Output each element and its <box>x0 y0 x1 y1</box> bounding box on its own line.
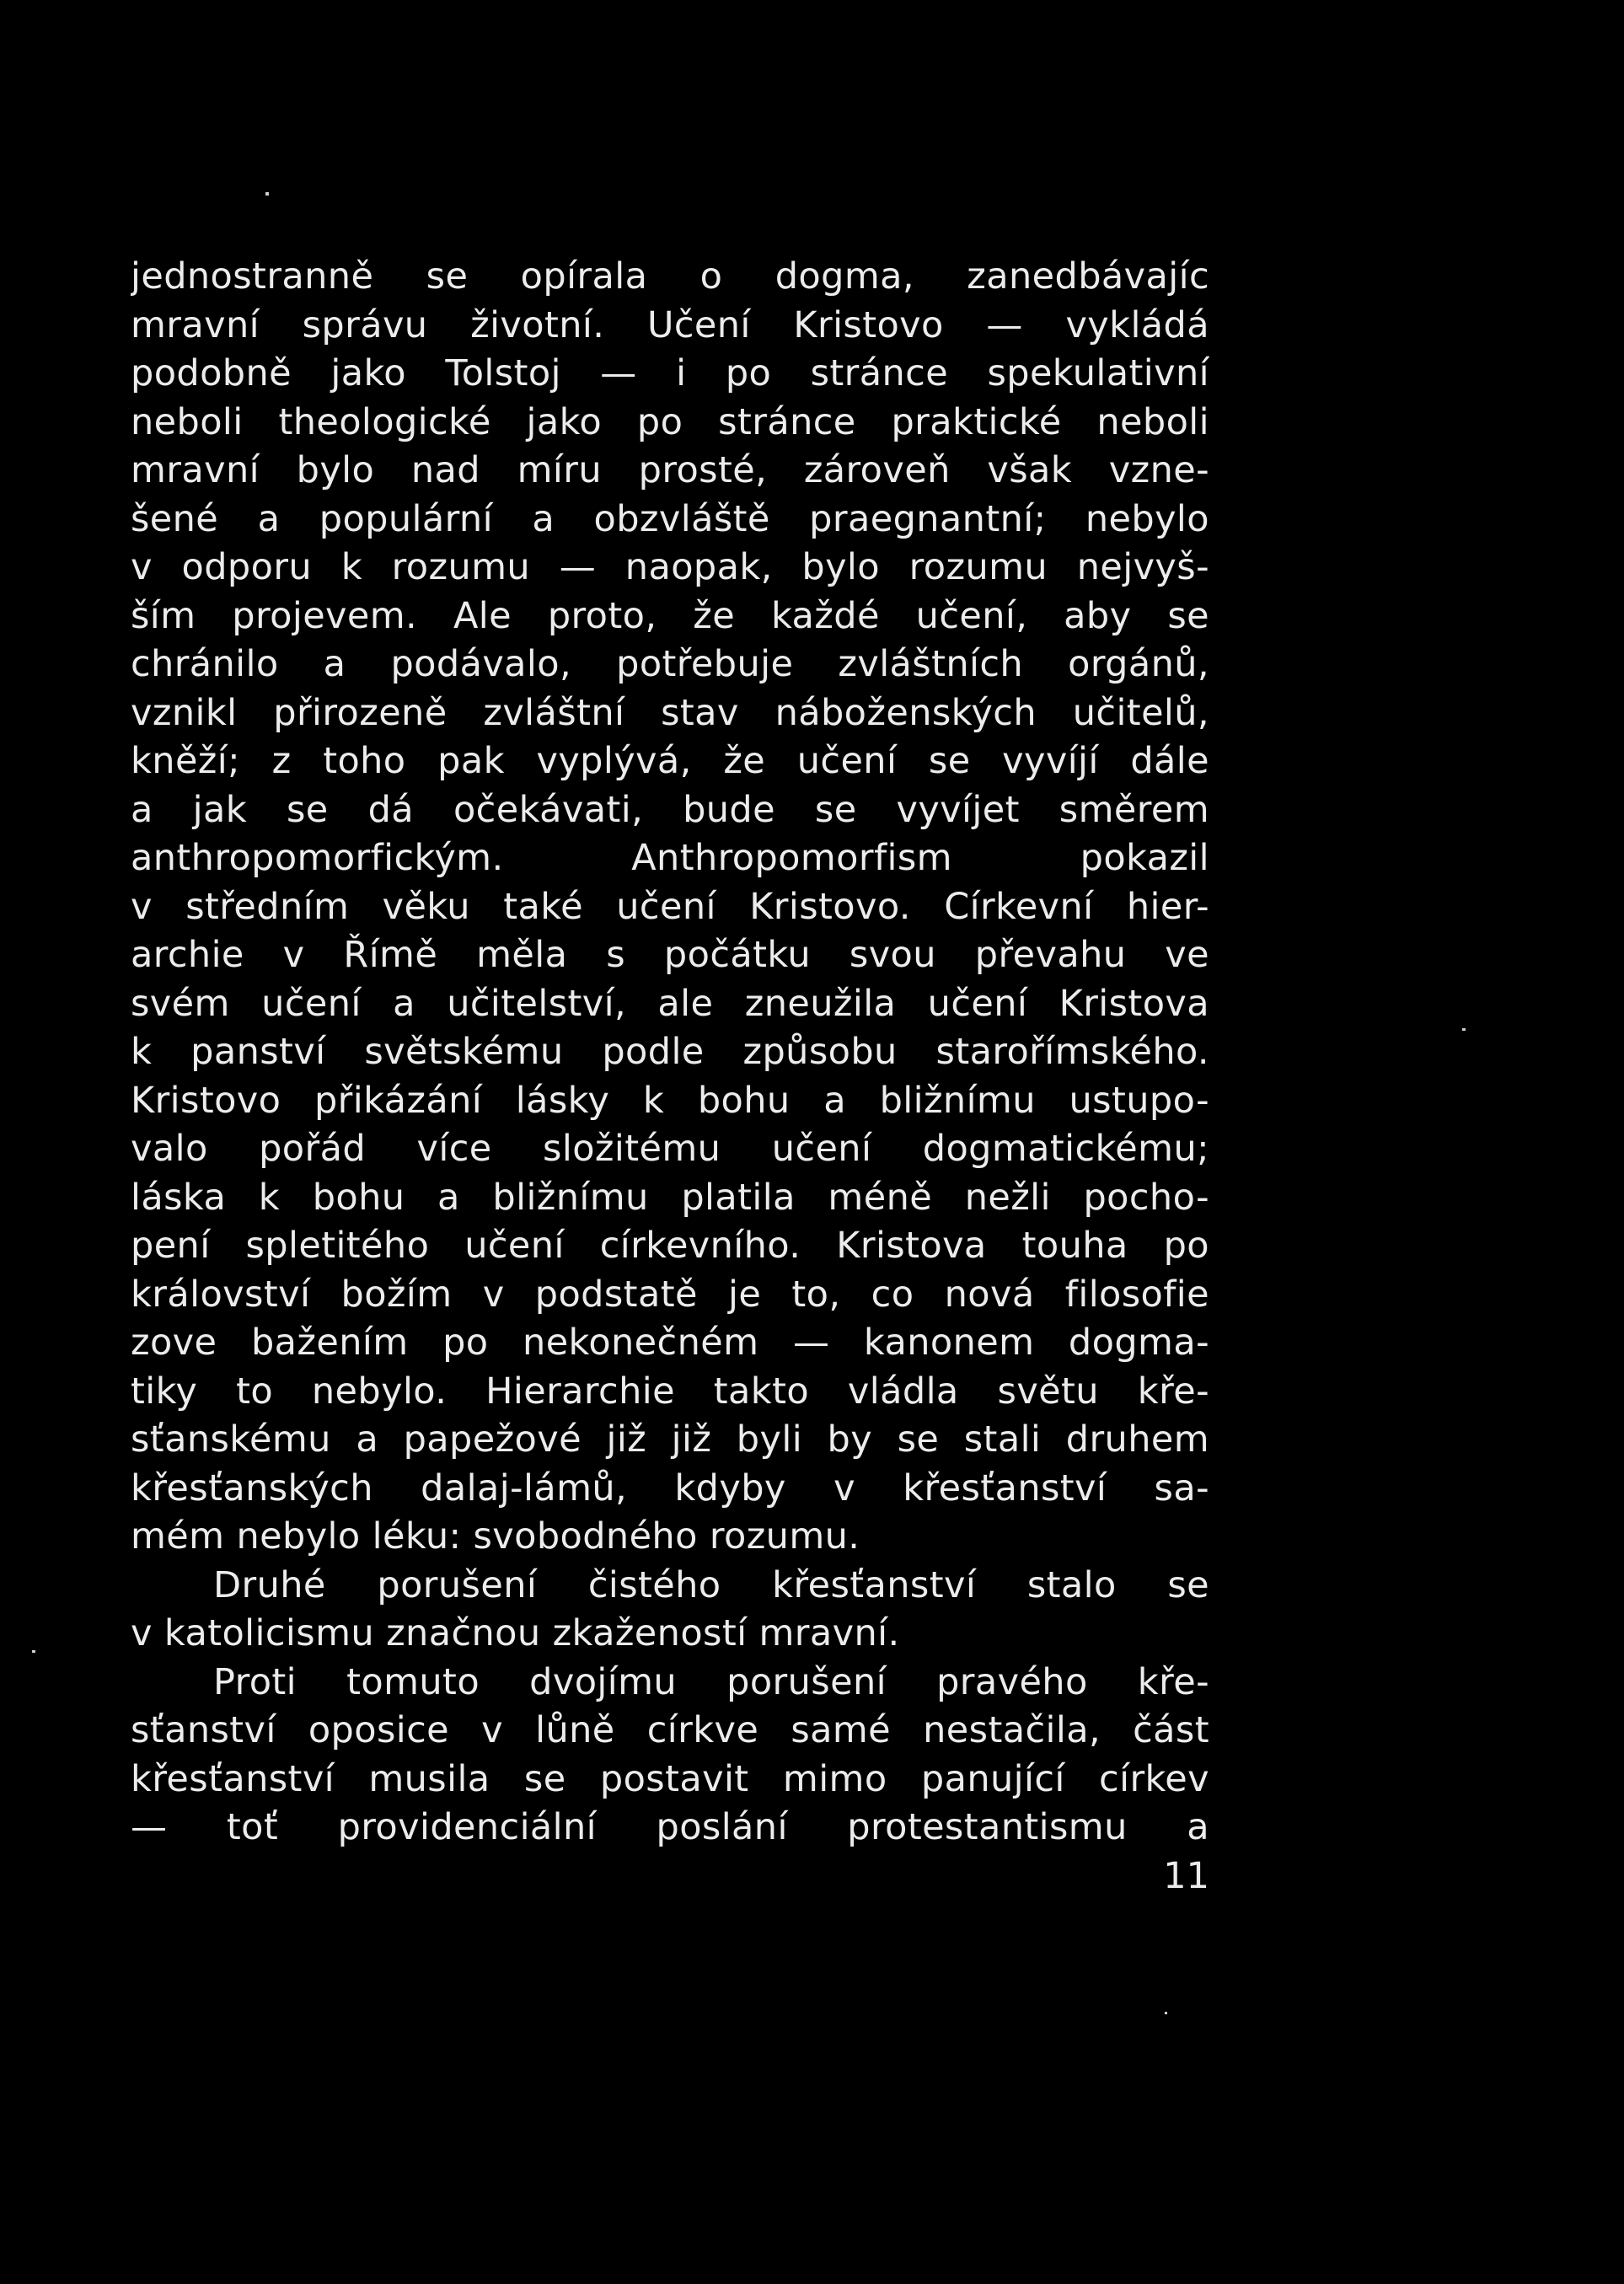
scan-speck <box>265 192 269 196</box>
text-line: valo pořád více složitému učení dogmatickému; <box>131 1128 1209 1170</box>
text-line: sťanskému a papežové již již byli by se stali druhem <box>131 1418 1209 1461</box>
text-line: chránilo a podávalo, potřebuje zvláštních orgánů, <box>131 643 1209 685</box>
text-line: anthropomorfickým. Anthropomorfism pokazil <box>131 837 1209 879</box>
text-line: mém nebylo léku: svobodného rozumu. <box>131 1515 860 1558</box>
text-line: Kristovo přikázání lásky k bohu a bližnímu ustupo- <box>131 1079 1209 1122</box>
text-line: ším projevem. Ale proto, že každé učení, aby se <box>131 594 1209 637</box>
text-line: křesťanských dalaj-lámů, kdyby v křesťanství sa- <box>131 1466 1209 1509</box>
text-line: Proti tomuto dvojímu porušení pravého kře- <box>213 1660 1209 1703</box>
text-line: láska k bohu a bližnímu platila méně nežli pocho- <box>131 1176 1209 1219</box>
text-line: k panství světskému podle způsobu starořímského. <box>131 1031 1209 1073</box>
text-line: zove bažením po nekonečném — kanonem dogma- <box>131 1322 1209 1364</box>
text-line: v středním věku také učení Kristovo. Církevní hier- <box>131 885 1209 928</box>
text-line: v katolicismu značnou zkažeností mravní. <box>131 1612 900 1654</box>
text-line: království božím v podstatě je to, co nová filosofie <box>131 1273 1209 1316</box>
text-line: neboli theologické jako po stránce praktické neboli <box>131 400 1209 443</box>
text-line: pení spletitého učení církevního. Kristova touha po <box>131 1225 1209 1267</box>
text-line: mravní bylo nad míru prosté, zároveň však vzne- <box>131 449 1209 491</box>
text-line: tiky to nebylo. Hierarchie takto vládla světu kře- <box>131 1370 1209 1413</box>
text-line: v odporu k rozumu — naopak, bylo rozumu nejvyš- <box>131 546 1209 588</box>
scan-speck <box>1165 2012 1167 2014</box>
text-line: Druhé porušení čistého křesťanství stalo se <box>213 1563 1209 1606</box>
scan-speck <box>32 1650 35 1653</box>
text-line: sťanství oposice v lůně církve samé nestačila, část <box>131 1709 1209 1751</box>
text-line: jednostranně se opírala o dogma, zanedbávajíc <box>131 255 1209 298</box>
text-line: šené a populární a obzvláště praegnantní; nebylo <box>131 497 1209 540</box>
scan-speck <box>1462 1028 1466 1031</box>
text-line: a jak se dá očekávati, bude se vyvíjet směrem <box>131 788 1209 831</box>
text-line: křesťanství musila se postavit mimo panující církev <box>131 1757 1209 1800</box>
page-number: 11 <box>1163 1854 1209 1897</box>
text-line: podobně jako Tolstoj — i po stránce spekulativní <box>131 352 1209 394</box>
text-line: kněží; z toho pak vyplývá, že učení se vyvíjí dále <box>131 740 1209 782</box>
body-text <box>131 253 1209 1852</box>
text-line: mravní správu životní. Učení Kristovo — vykládá <box>131 303 1209 346</box>
text-line: svém učení a učitelství, ale zneužila učení Kristova <box>131 982 1209 1025</box>
text-line: — toť providenciální poslání protestantismu a <box>131 1806 1209 1848</box>
text-line: vznikl přirozeně zvláštní stav náboženských učitelů, <box>131 691 1209 734</box>
text-line: archie v Římě měla s počátku svou převahu ve <box>131 934 1209 976</box>
